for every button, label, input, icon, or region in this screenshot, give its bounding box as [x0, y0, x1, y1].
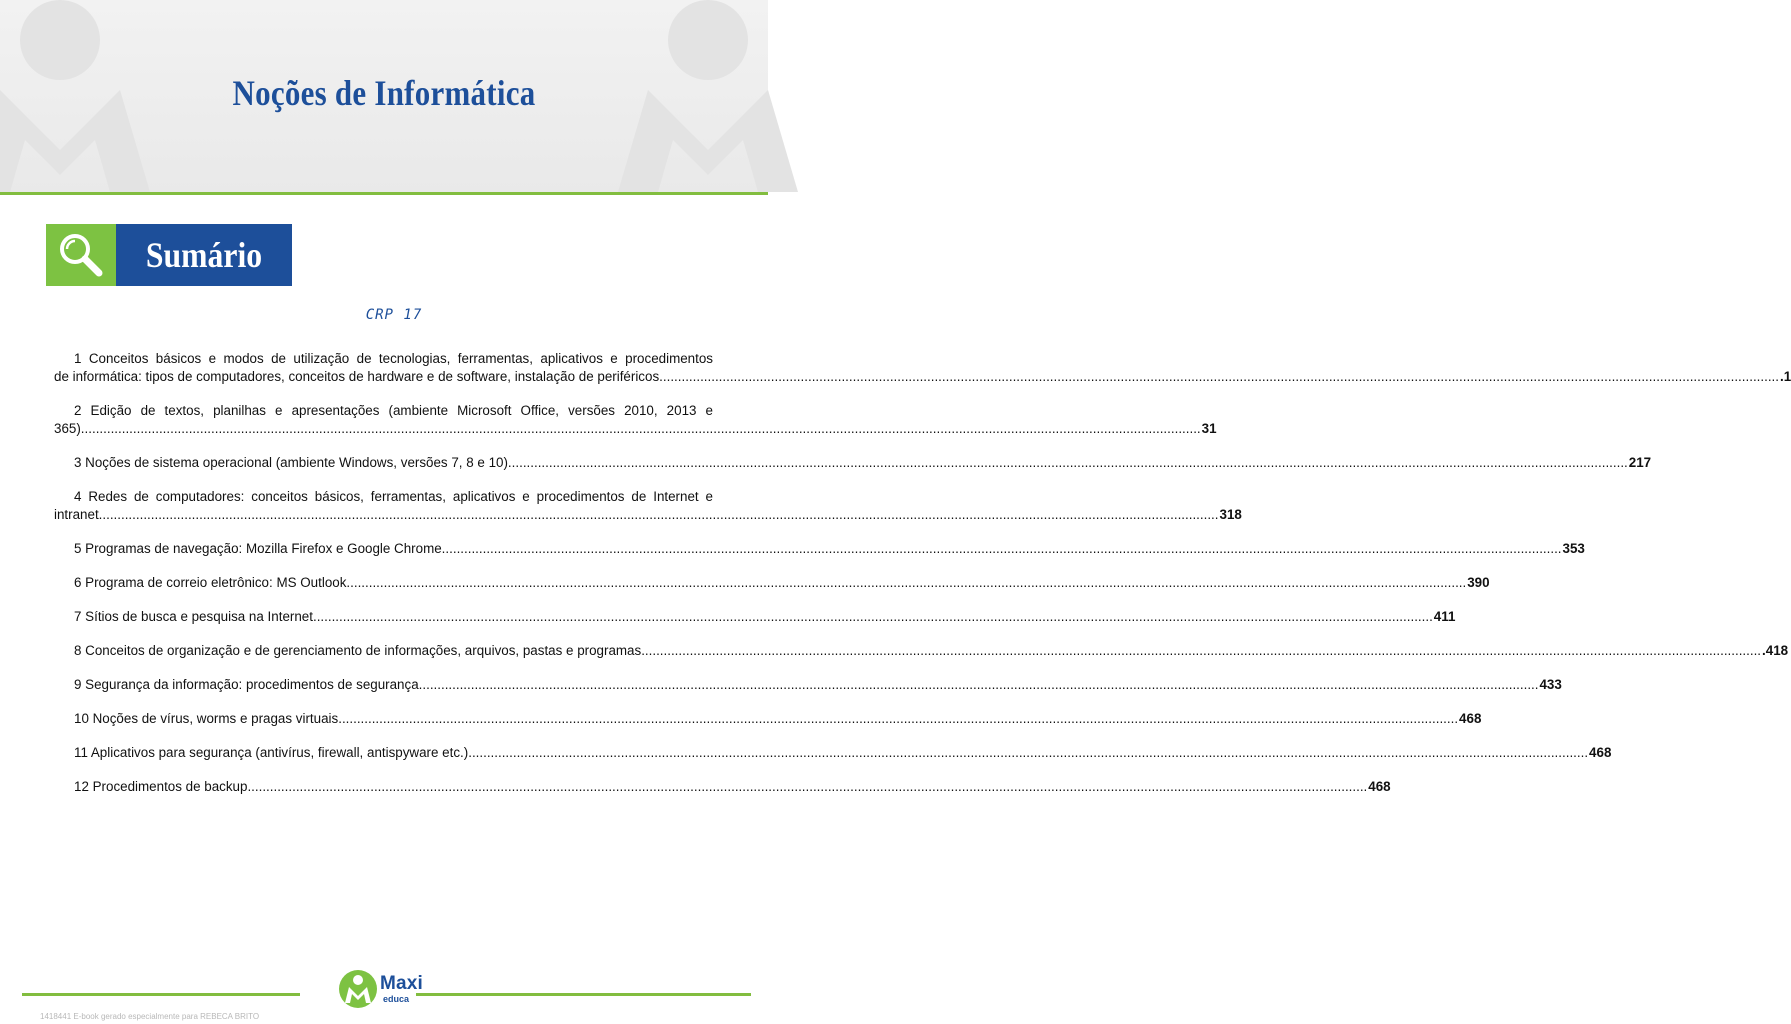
- page-header: [0, 0, 768, 192]
- toc-item-text: 11 Aplicativos para segurança (antivírus, firewall, antispyware etc.).: [74, 745, 472, 760]
- toc-item-text: 8 Conceitos de organização e de gerenciamento de informações, arquivos, pastas e programas.: [74, 643, 645, 658]
- toc-item-text: 7 Sítios de busca e pesquisa na Internet.: [74, 609, 317, 624]
- subtitle: CRP 17: [365, 307, 423, 323]
- magnifier-icon: [57, 231, 105, 279]
- toc-item-text: 6 Programa de correio eletrônico: MS Outlook.: [74, 575, 351, 590]
- toc-page-number: 353: [1562, 541, 1585, 556]
- toc-page-number: 468: [1368, 779, 1391, 794]
- banner-label: Sumário: [145, 235, 263, 275]
- header-divider: [0, 192, 768, 195]
- toc-page-number: .1: [1779, 369, 1791, 384]
- toc-item: [54, 710, 1482, 728]
- toc-page-number: 411: [1433, 609, 1456, 624]
- toc-item-text: 1 Conceitos básicos e modos de utilização de tecnologias, ferramentas, aplicativos e procedimentos: [74, 351, 713, 366]
- toc-page-number: 217: [1628, 455, 1652, 470]
- table-of-contents: [54, 350, 1791, 812]
- toc-item: [54, 350, 1791, 386]
- maxi-logo: [338, 969, 438, 1009]
- toc-item-text: 12 Procedimentos de backup.: [74, 779, 252, 794]
- toc-leader-dots: ............................................................................................................................................................................................................................................................................................................: [644, 643, 1762, 658]
- toc-item-text: 3 Noções de sistema operacional (ambiente Windows, versões 7, 8 e 10).: [74, 455, 512, 470]
- toc-item: [54, 608, 1456, 626]
- toc-item: [54, 402, 1217, 438]
- banner-icon-box: [46, 224, 116, 286]
- footer-brand-sub: educa: [383, 994, 410, 1004]
- toc-item-text: 5 Programas de navegação: Mozilla Firefox e Google Chrome.: [74, 541, 446, 556]
- toc-leader-dots: ............................................................................................................................................................................................................................................................................................................: [251, 779, 1368, 794]
- toc-leader-dots: ............................................................................................................................................................................................................................................................................................................: [422, 677, 1539, 692]
- toc-item-text: intranet.: [54, 507, 103, 522]
- page-title: Noções de Informática: [232, 73, 536, 113]
- toc-page-number: 468: [1459, 711, 1482, 726]
- toc-leader-dots: ............................................................................................................................................................................................................................................................................................................: [471, 745, 1589, 760]
- toc-page-number: 468: [1589, 745, 1612, 760]
- toc-item-text: 2 Edição de textos, planilhas e apresentações (ambiente Microsoft Office, versões 2010, 2013 e: [74, 403, 713, 418]
- toc-item-text: de informática: tipos de computadores, conceitos de hardware e de software, instalação de periféricos.: [54, 369, 663, 384]
- toc-leader-dots: ............................................................................................................................................................................................................................................................................................................: [350, 575, 1467, 590]
- toc-page-number: 318: [1219, 507, 1242, 522]
- footer-divider-left: [22, 993, 300, 996]
- toc-page-number: .418: [1762, 643, 1789, 658]
- toc-page-number: 390: [1467, 575, 1490, 590]
- toc-item: [54, 540, 1585, 558]
- toc-item-text: 365).: [54, 421, 85, 436]
- toc-item-text: 4 Redes de computadores: conceitos básicos, ferramentas, aplicativos e procedimentos de Internet e: [74, 489, 713, 504]
- toc-item: [54, 778, 1391, 796]
- footer-watermark: 1418441 E-book gerado especialmente para REBECA BRITO: [40, 1012, 260, 1021]
- footer-brand: Maxi: [380, 973, 424, 994]
- toc-leader-dots: ............................................................................................................................................................................................................................................................................................................: [316, 609, 1433, 624]
- toc-leader-dots: ............................................................................................................................................................................................................................................................................................................: [102, 507, 1219, 522]
- toc-item: [54, 744, 1612, 762]
- toc-item: [54, 676, 1562, 694]
- toc-leader-dots: ............................................................................................................................................................................................................................................................................................................: [662, 369, 1779, 384]
- toc-item-text: 9 Segurança da informação: procedimentos de segurança.: [74, 677, 423, 692]
- toc-item: [54, 642, 1789, 660]
- toc-item-text: 10 Noções de vírus, worms e pragas virtuais.: [74, 711, 342, 726]
- sumario-banner: [46, 224, 292, 286]
- footer-divider-right: [416, 993, 751, 996]
- maxi-logo-icon: [338, 969, 378, 1009]
- toc-leader-dots: ............................................................................................................................................................................................................................................................................................................: [84, 421, 1201, 436]
- toc-leader-dots: ............................................................................................................................................................................................................................................................................................................: [511, 455, 1628, 470]
- banner-label-box: [116, 224, 292, 286]
- toc-leader-dots: ............................................................................................................................................................................................................................................................................................................: [445, 541, 1562, 556]
- toc-item: [54, 574, 1490, 592]
- toc-item: [54, 488, 1242, 524]
- toc-item: [54, 454, 1652, 472]
- toc-leader-dots: ............................................................................................................................................................................................................................................................................................................: [341, 711, 1459, 726]
- toc-page-number: 31: [1201, 421, 1217, 436]
- toc-page-number: 433: [1539, 677, 1562, 692]
